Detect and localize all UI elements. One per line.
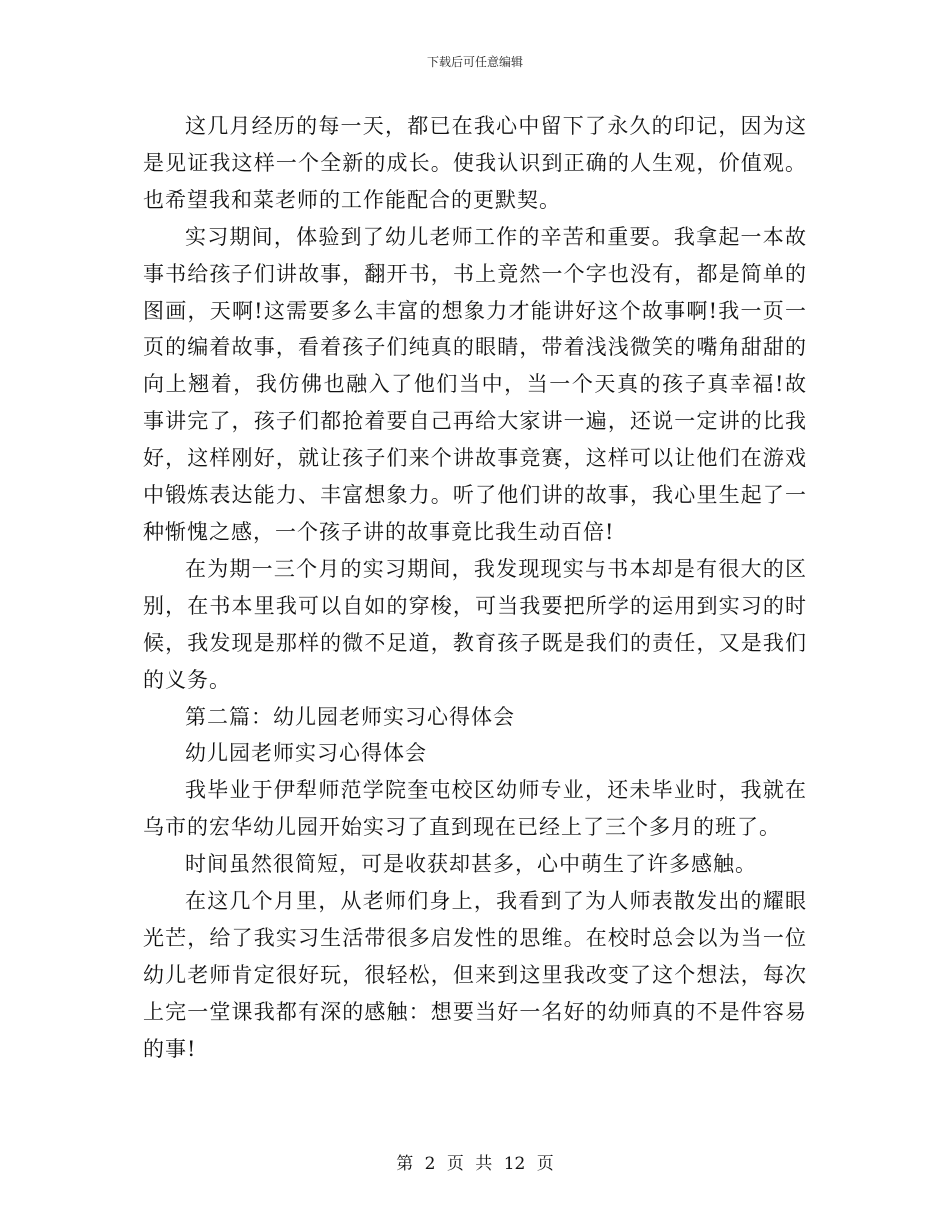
paragraph-3: 在为期一三个月的实习期间，我发现现实与书本却是有很大的区别，在书本里我可以自如的穿梭，可当我要把所学的运用到实习的时候，我发现是那样的微不足道，教育孩子既是我们的责任，又是我们的义务。 bbox=[143, 556, 807, 692]
paragraph-2: 实习期间，体验到了幼儿老师工作的辛苦和重要。我拿起一本故事书给孩子们讲故事，翻开书，书上竟然一个字也没有，都是简单的图画，天啊!这需要多么丰富的想象力才能讲好这个故事啊!我一页一页的编着故事，看着孩子们纯真的眼睛，带着浅浅微笑的嘴角甜甜的向上翘着，我仿佛也融入了他们当中，当一个天真的孩子真幸福!故事讲完了，孩子们都抢着要自己再给大家讲一遍，还说一定讲的比我好，这样刚好，就让孩子们来个讲故事竞赛，这样可以让他们在游戏中锻炼表达能力、丰富想象力。听了他们讲的故事，我心里生起了一种惭愧之感，一个孩子讲的故事竟比我生动百倍! bbox=[143, 224, 807, 544]
page-number-footer: 第 2 页 共 12 页 bbox=[396, 1154, 554, 1174]
section-heading: 第二篇：幼儿园老师实习心得体会 bbox=[185, 704, 515, 729]
document-body bbox=[143, 108, 807, 1068]
paragraph-1: 这几月经历的每一天，都已在我心中留下了永久的印记，因为这是见证我这样一个全新的成长。使我认识到正确的人生观，价值观。也希望我和菜老师的工作能配合的更默契。 bbox=[143, 114, 807, 212]
section-subtitle: 幼儿园老师实习心得体会 bbox=[185, 741, 427, 766]
paragraph-5: 时间虽然很简短，可是收获却甚多，心中萌生了许多感触。 bbox=[185, 852, 757, 877]
paragraph-4: 我毕业于伊犁师范学院奎屯校区幼师专业，还未毕业时，我就在乌市的宏华幼儿园开始实习了直到现在已经上了三个多月的班了。 bbox=[143, 778, 807, 840]
page-header: 下载后可任意编辑 bbox=[426, 55, 523, 69]
paragraph-6: 在这几个月里，从老师们身上，我看到了为人师表散发出的耀眼光芒，给了我实习生活带很多启发性的思维。在校时总会以为当一位幼儿老师肯定很好玩，很轻松，但来到这里我改变了这个想法，每次上完一堂课我都有深的感触：想要当好一名好的幼师真的不是件容易的事! bbox=[143, 889, 807, 1061]
